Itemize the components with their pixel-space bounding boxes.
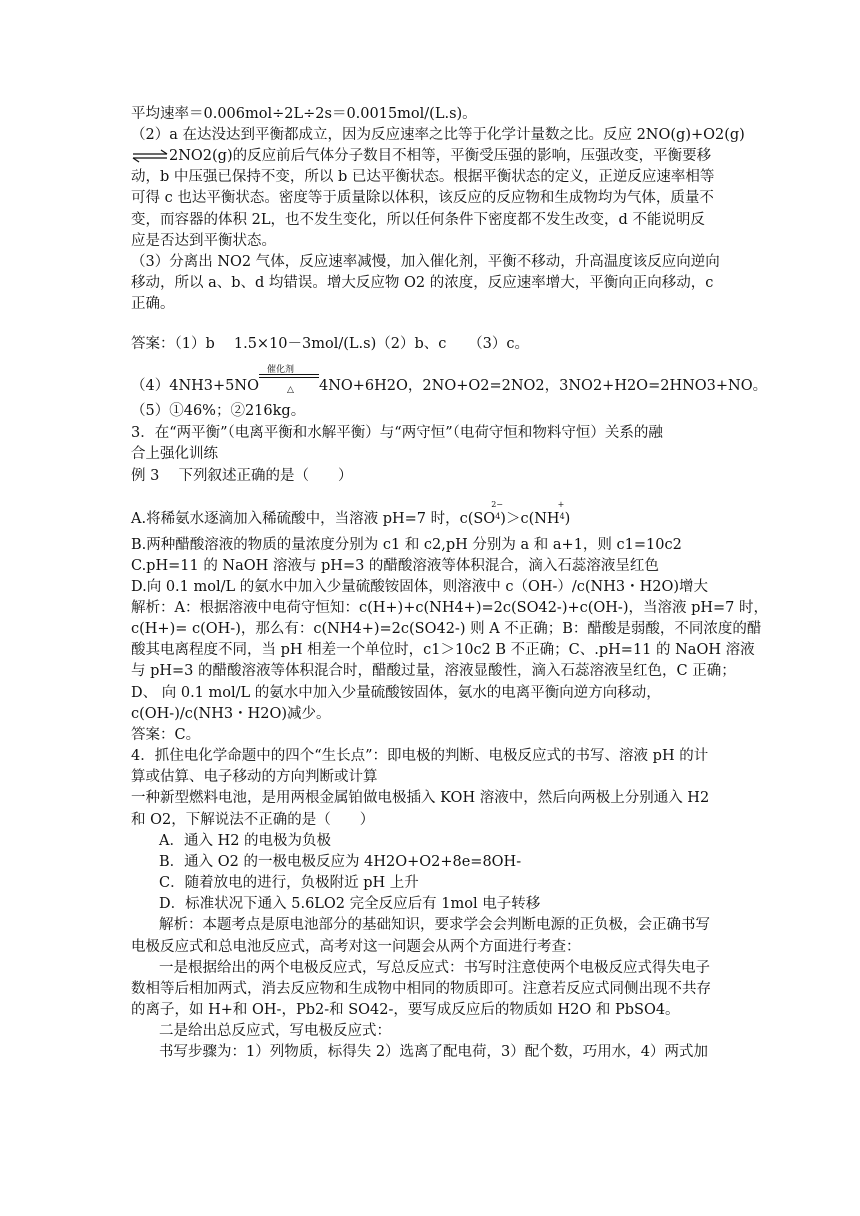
text-line: 和 O2，下解说法不正确的是（ ） bbox=[131, 812, 375, 828]
text-segment: A.将稀氨水逐滴加入稀硫酸中，当溶液 pH=7 时，c(SO bbox=[131, 511, 496, 527]
text-line: 与 pH=3 的醋酸溶液等体积混合时，醋酸过量，溶液显酸性，滴入石蕊溶液呈红色，C 正确； bbox=[131, 663, 736, 679]
text-line: D、 向 0.1 mol/L 的氨水中加入少量硫酸铵固体，氨水的电离平衡向逆方向移动， bbox=[131, 685, 661, 701]
text-line: 变，而容器的体积 2L，也不发生变化，所以任何条件下密度都不发生改变，d 不能说明反 bbox=[131, 212, 705, 228]
text-line: 电极反应式和总电池反应式，高考对这一问题会从两个方面进行考查： bbox=[131, 939, 581, 955]
heat-symbol: △ bbox=[286, 385, 294, 395]
text-line: D.向 0.1 mol/L 的氨水中加入少量硫酸铵固体，则溶液中 c（OH-）/c(NH3・H2O)增大 bbox=[131, 579, 709, 595]
text-line: 答案：（1）b 1.5×10－3mol/(L.s)（2）b、c （3）c。 bbox=[131, 336, 529, 352]
text-line: 二是给出总反应式，写电极反应式： bbox=[159, 1023, 391, 1039]
text-line bbox=[131, 365, 768, 396]
text-line: 答案：C。 bbox=[131, 727, 201, 743]
text-line: D．标准状况下通入 5.6LO2 完全反应后有 1mol 电子转移 bbox=[159, 896, 541, 912]
text-line: 3．在“两平衡”（电离平衡和水解平衡）与“两守恒”（电荷守恒和物料守恒）关系的融 bbox=[131, 425, 663, 441]
text-line: 合上强化训练 bbox=[131, 446, 218, 462]
text-line: （3）分离出 NO2 气体，反应速率减慢，加入催化剂，平衡不移动，升高温度该反应向逆向 bbox=[131, 254, 720, 270]
text-line: 可得 c 也达平衡状态。密度等于质量除以体积，该反应的反应物和生成物均为气体，质量不 bbox=[131, 190, 714, 206]
text-line: B．通入 O2 的一极电极反应为 4H2O+O2+8e=8OH- bbox=[159, 854, 522, 870]
text-line: （2）a 在达没达到平衡都成立，因为反应速率之比等于化学计量数之比。反应 2NO(g)+O2(g) bbox=[131, 127, 745, 143]
text-line: 书写步骤为：1）列物质，标得失 2）选离了配电荷，3）配个数，巧用水，4）两式加 bbox=[159, 1044, 709, 1060]
text-segment: ) bbox=[564, 511, 571, 527]
text-line bbox=[131, 500, 571, 531]
text-line: 一是根据给出的两个电极反应式，写总反应式：书写时注意使两个电极反应式得失电子 bbox=[159, 960, 710, 976]
text-line: 算或估算、电子移动的方向判断或计算 bbox=[131, 769, 378, 785]
text-line: 4．抓住电化学命题中的四个“生长点”：即电极的判断、电极反应式的书写、溶液 pH 的计 bbox=[131, 748, 709, 764]
text-line: 的离子，如 H+和 OH-，Pb2-和 SO42-，要写成反应后的物质如 H2O 和 PbSO4。 bbox=[131, 1002, 680, 1018]
text-line: B.两种醋酸溶液的物质的量浓度分别为 c1 和 c2,pH 分别为 a 和 a+1，则 c1=10c2 bbox=[131, 537, 682, 553]
text-line: （5）①46%；②216kg。 bbox=[131, 403, 306, 419]
charge-label: 2− bbox=[491, 500, 503, 509]
text-line: c(OH-)/c(NH3・H2O)减少。 bbox=[131, 706, 331, 722]
subscript-label: 4 bbox=[559, 512, 565, 521]
catalyst-condition bbox=[259, 365, 319, 396]
text-segment: 2NO2(g)的反应前后气体分子数目不相等，平衡受压强的影响，压强改变，平衡要移 bbox=[169, 148, 712, 164]
text-line: 正确。 bbox=[131, 296, 175, 312]
text-line: 酸其电离程度不同，当 pH 相差一个单位时，c1＞10c2 B 不正确；C、.pH=11 的 NaOH 溶液 bbox=[131, 642, 755, 658]
text-line: 平均速率＝0.006mol÷2L÷2s＝0.0015mol/(L.s)。 bbox=[131, 106, 477, 122]
text-line bbox=[131, 146, 711, 166]
charge-label: + bbox=[557, 500, 565, 509]
text-line: 数相等后相加两式，消去反应物和生成物中相同的物质即可。注意若反应式同侧出现不共存 bbox=[131, 981, 711, 997]
text-line: 动，b 中压强已保持不变，所以 b 已达平衡状态。根据平衡状态的定义，正逆反应速率相等 bbox=[131, 169, 715, 185]
text-line: 解析：本题考点是原电池部分的基础知识，要求学会会判断电源的正负极，会正确书写 bbox=[159, 917, 710, 933]
subscript-label: 4 bbox=[495, 512, 501, 521]
text-segment: 4NO+6H2O，2NO+O2=2NO2，3NO2+H2O=2HNO3+NO。 bbox=[318, 378, 768, 394]
catalyst-label: 催化剂 bbox=[266, 365, 294, 375]
text-line: 应是否达到平衡状态。 bbox=[131, 233, 276, 249]
text-segment: )＞c(NH bbox=[500, 511, 560, 527]
text-line: A．通入 H2 的电极为负极 bbox=[159, 833, 332, 849]
text-line: C.pH=11 的 NaOH 溶液与 pH=3 的醋酸溶液等体积混合，滴入石蕊溶液呈红色 bbox=[131, 558, 659, 574]
text-line: 一种新型燃料电池，是用两根金属铂做电极插入 KOH 溶液中，然后向两极上分别通入 H2 bbox=[131, 790, 710, 806]
text-segment: （4）4NH3+5NO bbox=[131, 378, 259, 394]
text-line: 例 3 下列叙述正确的是（ ） bbox=[131, 468, 353, 484]
equilibrium-arrow-icon bbox=[131, 149, 169, 163]
text-line: C．随着放电的进行，负极附近 pH 上升 bbox=[159, 875, 419, 891]
text-line: 移动，所以 a、b、d 均错误。增大反应物 O2 的浓度，反应速率增大，平衡向正向移动，c bbox=[131, 275, 714, 291]
text-line: c(H+)= c(OH-)，那么有：c(NH4+)=2c(SO42-) 则 A 不正确；B：醋酸是弱酸，不同浓度的醋 bbox=[131, 621, 762, 637]
text-line: 解析：A：根据溶液中电荷守恒知：c(H+)+c(NH4+)=2c(SO42-)+c(OH-)，当溶液 pH=7 时， bbox=[131, 600, 769, 616]
